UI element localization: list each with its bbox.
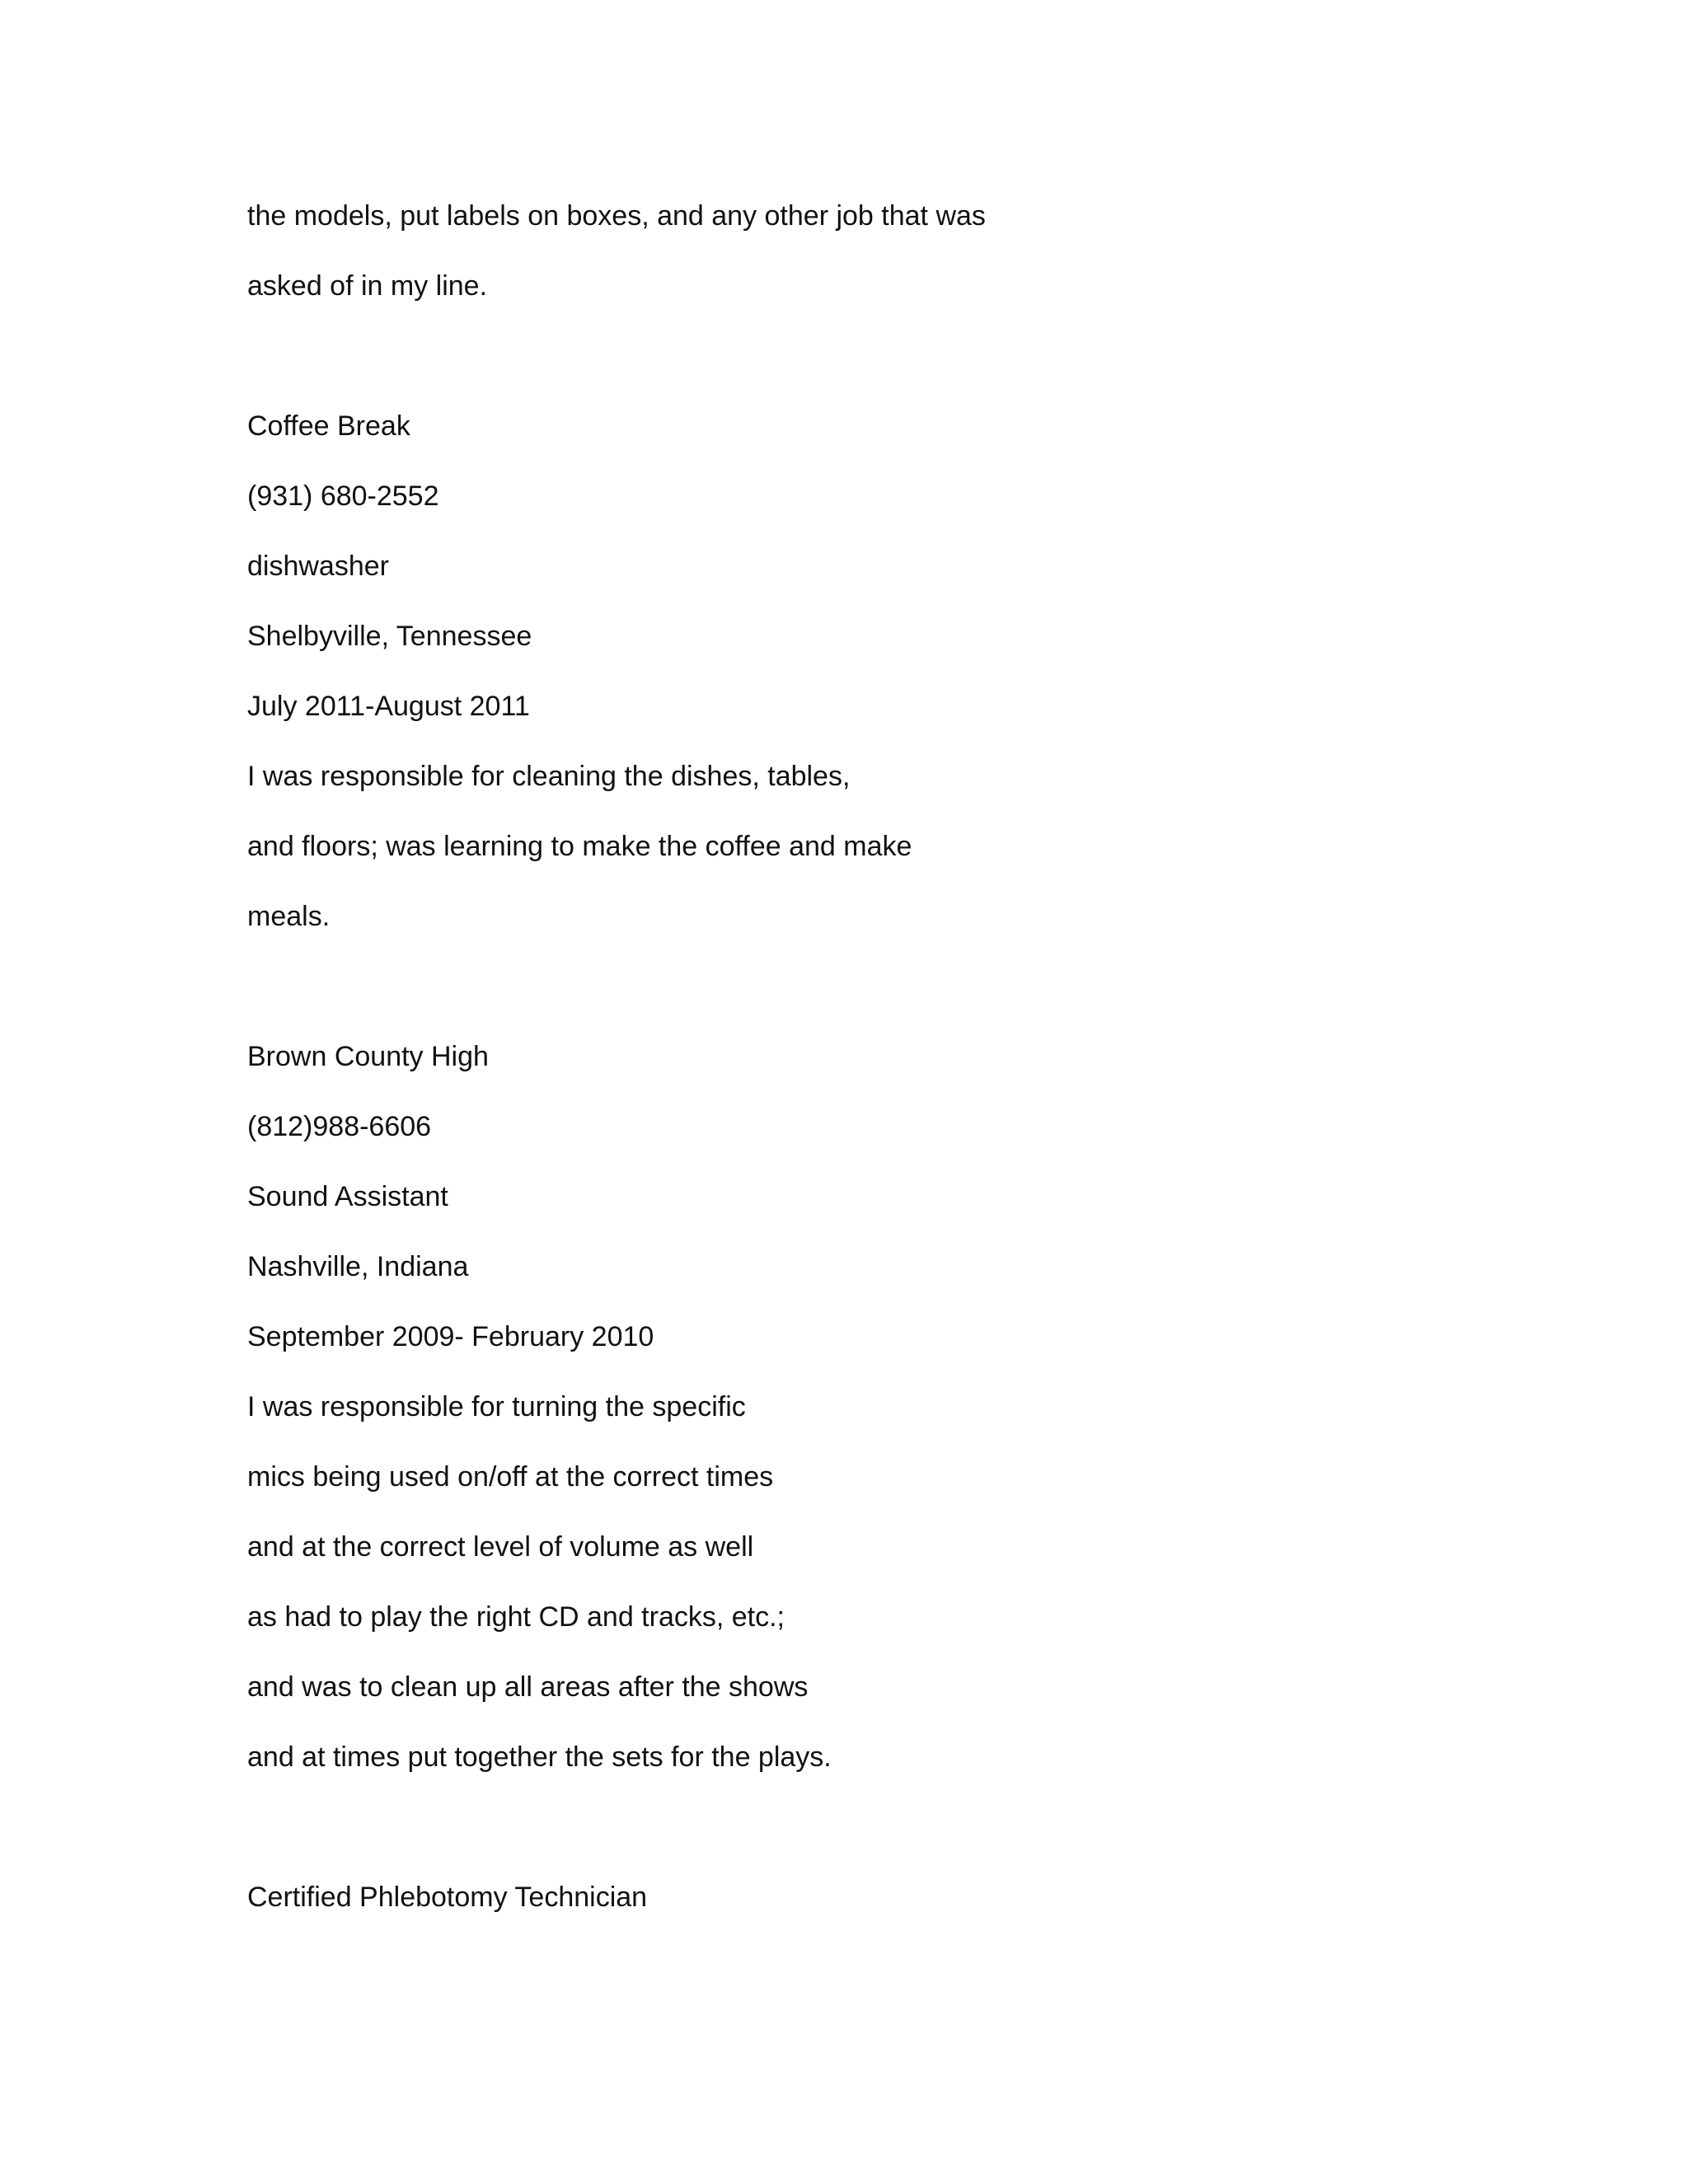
job-entry-brown-county-high — [247, 1032, 1484, 1802]
paragraph-spacer — [247, 331, 1484, 401]
job-description-line: and floors; was learning to make the coffee and make — [247, 831, 912, 862]
job-dates: July 2011-August 2011 — [247, 691, 530, 722]
job-dates: September 2009- February 2010 — [247, 1321, 654, 1352]
job-description-line: I was responsible for turning the specific — [247, 1391, 746, 1422]
job-employer: Coffee Break — [247, 410, 410, 442]
certification-heading: Certified Phlebotomy Technician — [247, 1882, 648, 1913]
job-phone: (931) 680-2552 — [247, 480, 439, 512]
job-employer: Brown County High — [247, 1041, 489, 1072]
job-location: Nashville, Indiana — [247, 1251, 469, 1282]
job-description-line: and at the correct level of volume as well — [247, 1531, 754, 1563]
job-description-line: as had to play the right CD and tracks, etc.; — [247, 1601, 785, 1633]
job-phone: (812)988-6606 — [247, 1111, 432, 1142]
job-description-line: and was to clean up all areas after the shows — [247, 1671, 809, 1703]
paragraph-spacer — [247, 962, 1484, 1032]
document-body — [247, 191, 1484, 1943]
job-description-line: I was responsible for cleaning the dishes, tables, — [247, 761, 851, 792]
paragraph-spacer — [247, 1802, 1484, 1872]
job-description-line: mics being used on/off at the correct times — [247, 1461, 774, 1493]
intro-line: the models, put labels on boxes, and any other job that was — [247, 200, 986, 232]
job-description-line: and at times put together the sets for the plays. — [247, 1741, 832, 1773]
job-position: Sound Assistant — [247, 1181, 448, 1212]
job-position: dishwasher — [247, 551, 389, 582]
intro-line: asked of in my line. — [247, 270, 488, 302]
job-location: Shelbyville, Tennessee — [247, 621, 532, 652]
job-description-line: meals. — [247, 901, 331, 932]
job-entry-coffee-break — [247, 401, 1484, 962]
